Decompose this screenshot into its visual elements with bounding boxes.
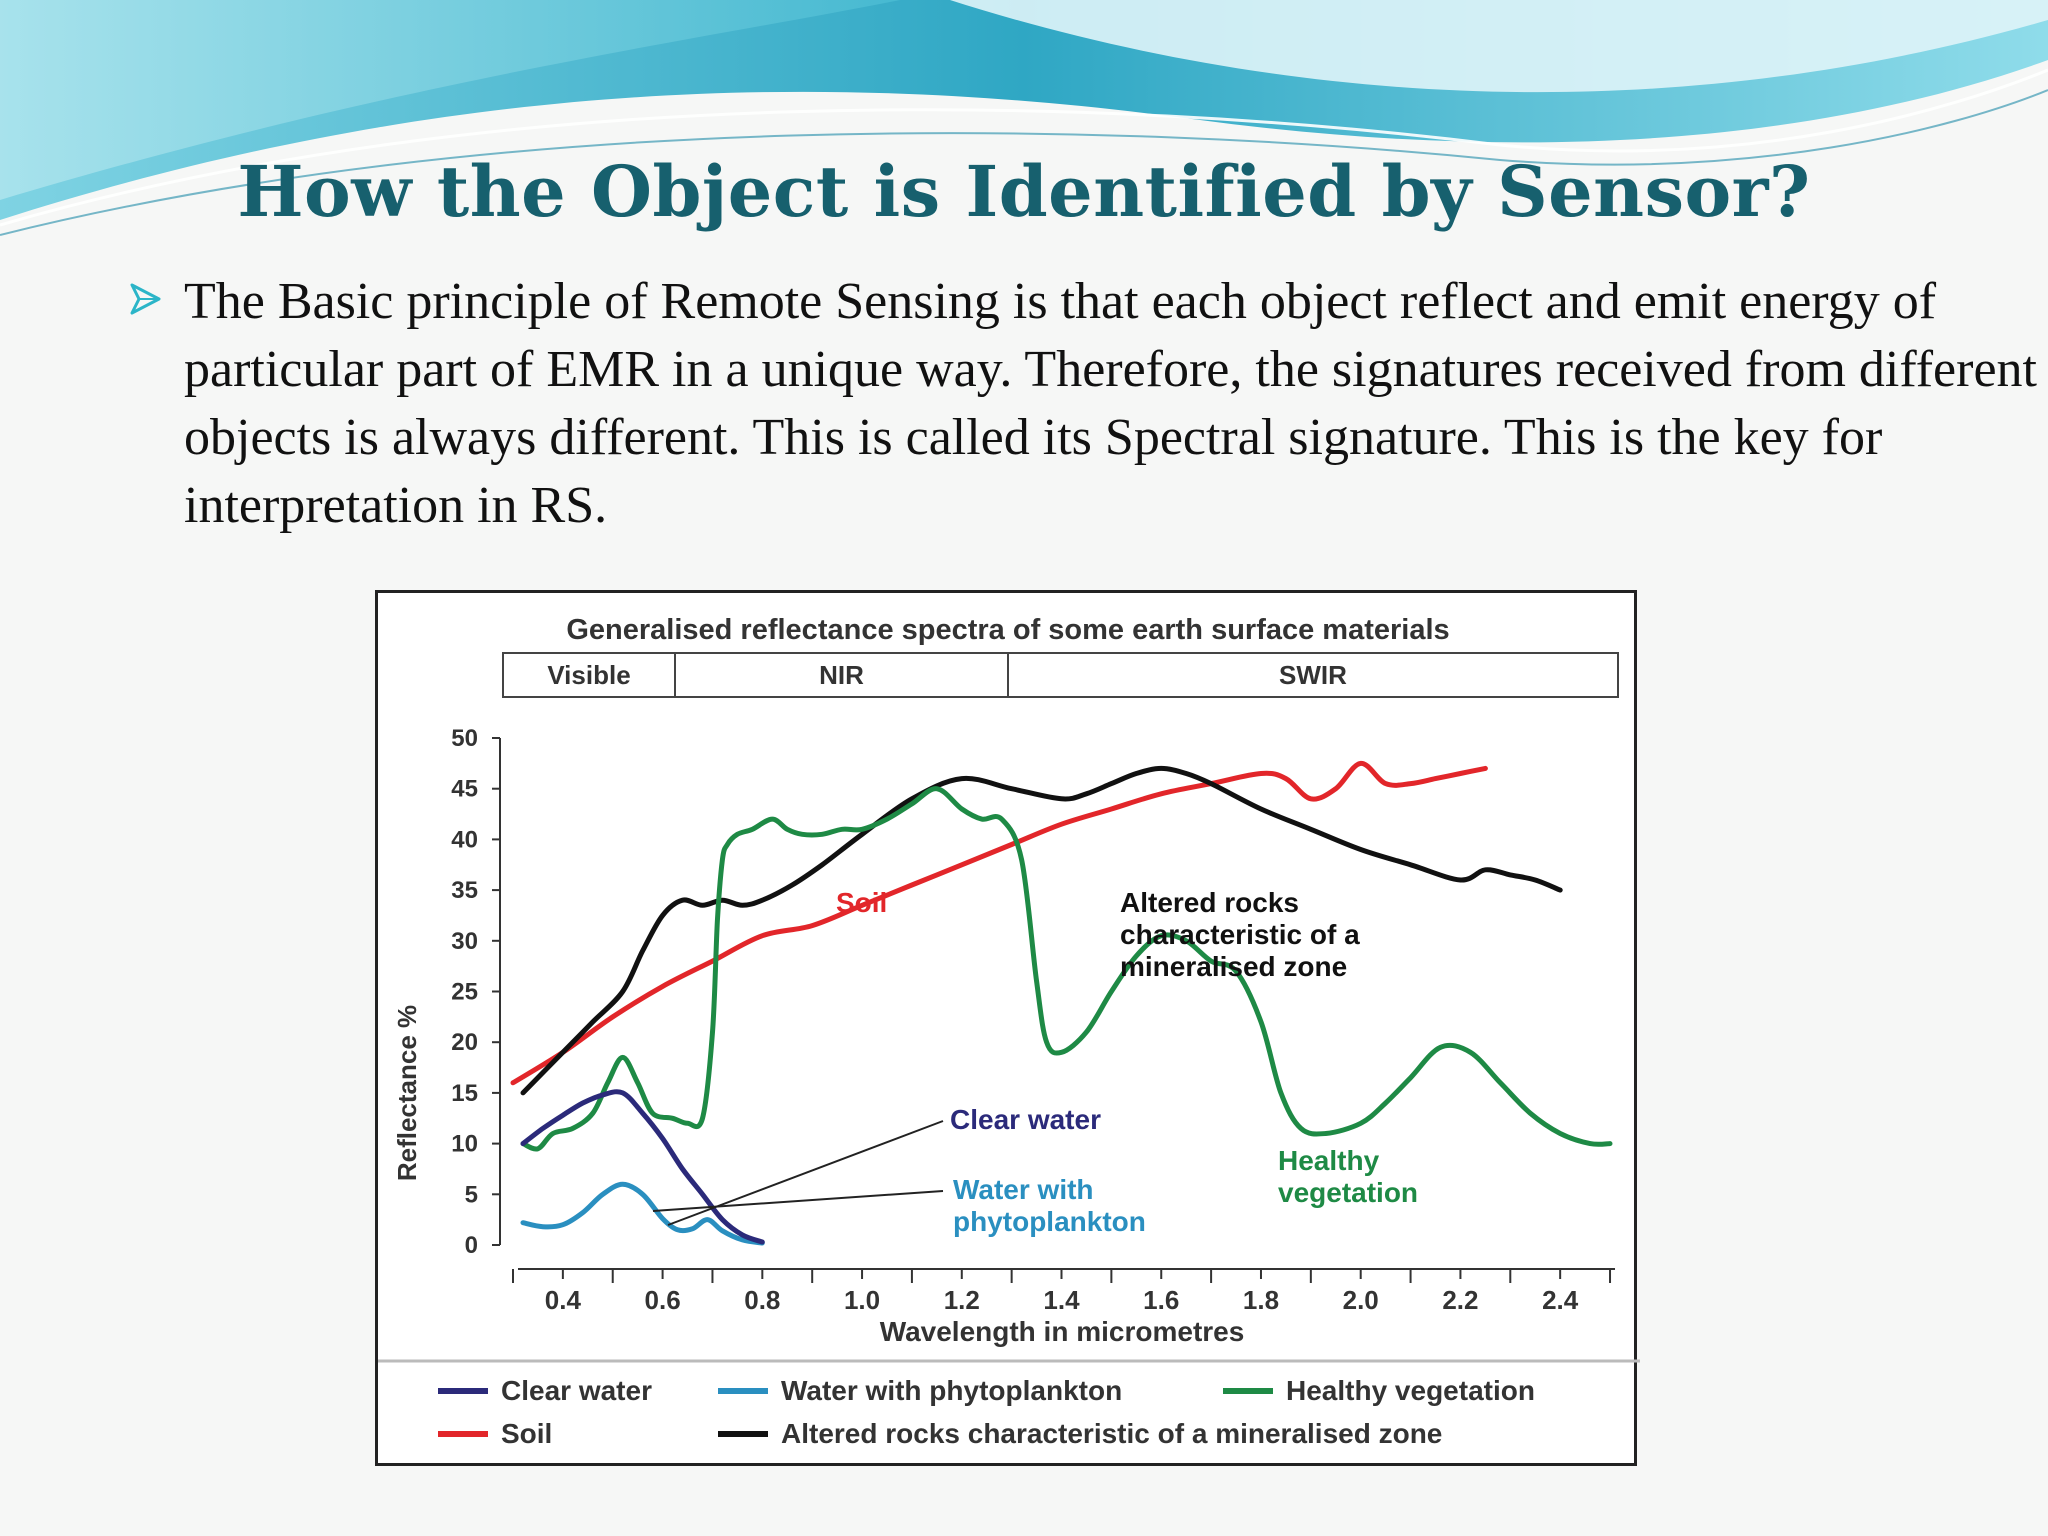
x-tick-label: 0.4 bbox=[544, 1285, 581, 1315]
legend-soil-label: Soil bbox=[501, 1418, 553, 1449]
phytoplankton-water-line bbox=[523, 1184, 762, 1243]
y-tick-label: 45 bbox=[451, 775, 478, 803]
x-tick-label: 1.4 bbox=[1043, 1285, 1080, 1315]
phytoplankton-leader-line bbox=[653, 1191, 943, 1211]
y-tick-label: 5 bbox=[464, 1181, 478, 1209]
chart-title: Generalised reflectance spectra of some earth surface materials bbox=[566, 614, 1450, 646]
altered-rocks-annotation-line: characteristic of a bbox=[1120, 919, 1360, 950]
y-tick-label: 0 bbox=[464, 1232, 478, 1259]
y-tick-label: 20 bbox=[451, 1029, 478, 1057]
legend-soil bbox=[438, 1418, 552, 1449]
clear-water-annotation: Clear water bbox=[950, 1104, 1101, 1135]
legend-healthy-vegetation bbox=[1223, 1375, 1535, 1406]
y-tick-label: 10 bbox=[451, 1130, 478, 1158]
x-tick-label: 1.2 bbox=[943, 1285, 980, 1315]
x-tick-label: 1.0 bbox=[843, 1285, 881, 1315]
altered-rocks-annotation-line: mineralised zone bbox=[1120, 951, 1348, 982]
legend-clear-water-label: Clear water bbox=[501, 1375, 652, 1406]
phytoplankton-annotation-line: phytoplankton bbox=[953, 1206, 1146, 1237]
phytoplankton-annotation-line: Water with bbox=[953, 1174, 1094, 1205]
soil-annotation: Soil bbox=[836, 887, 888, 918]
y-axis-label: Reflectance % bbox=[392, 1004, 422, 1182]
region-label: SWIR bbox=[1279, 660, 1347, 690]
regions-band-frame bbox=[503, 653, 1618, 697]
legend-altered-rocks-label: Altered rocks characteristic of a mineralised zone bbox=[781, 1418, 1443, 1449]
clear-water-leader-line bbox=[668, 1121, 943, 1225]
altered-rocks-annotation bbox=[1120, 887, 1360, 982]
legend-phytoplankton bbox=[718, 1375, 1122, 1406]
x-tick-label: 0.6 bbox=[644, 1285, 681, 1315]
y-tick-label: 50 bbox=[451, 725, 478, 752]
legend-healthy-vegetation-label: Healthy vegetation bbox=[1286, 1375, 1535, 1406]
y-tick-label: 35 bbox=[451, 877, 478, 905]
y-tick-label: 15 bbox=[451, 1079, 478, 1107]
legend-clear-water bbox=[438, 1375, 652, 1406]
clear-water-line bbox=[523, 1092, 762, 1242]
healthy-vegetation-annotation-line: Healthy bbox=[1278, 1145, 1380, 1176]
region-label: Visible bbox=[547, 660, 631, 690]
arrow-bullet-icon bbox=[128, 282, 162, 316]
y-tick-label: 40 bbox=[451, 826, 478, 854]
healthy-vegetation-annotation bbox=[1278, 1145, 1418, 1208]
bullet-text: The Basic principle of Remote Sensing is that each object reflect and emit energy of particular part of EMR in a unique way. Therefore, the signatures received from different objects is always different. This is called its Spectral signature. This is the key for interpretation in RS. bbox=[184, 273, 2037, 534]
x-tick-label: 2.2 bbox=[1442, 1285, 1479, 1315]
chart-legend bbox=[438, 1375, 1535, 1449]
x-tick-label: 0.8 bbox=[744, 1285, 781, 1315]
spectral-reflectance-figure bbox=[375, 590, 1637, 1466]
altered-rocks-line bbox=[523, 768, 1560, 1093]
legend-phytoplankton-label: Water with phytoplankton bbox=[781, 1375, 1123, 1406]
x-tick-label: 2.0 bbox=[1342, 1285, 1379, 1315]
x-tick-label: 2.4 bbox=[1542, 1285, 1579, 1315]
legend-altered-rocks bbox=[718, 1418, 1442, 1449]
x-tick-label: 1.6 bbox=[1143, 1285, 1180, 1315]
y-tick-label: 30 bbox=[451, 927, 478, 955]
x-tick-label: 1.8 bbox=[1242, 1285, 1280, 1315]
spectral-regions-band bbox=[503, 653, 1618, 697]
phytoplankton-annotation bbox=[953, 1174, 1146, 1237]
altered-rocks-annotation-line: Altered rocks bbox=[1120, 887, 1299, 918]
plot-area bbox=[451, 725, 1615, 1315]
reflectance-chart bbox=[378, 593, 1640, 1469]
slide-title: How the Object is Identified by Sensor? bbox=[237, 150, 1811, 233]
healthy-vegetation-line bbox=[523, 789, 1610, 1149]
y-tick-label: 25 bbox=[451, 978, 478, 1006]
x-axis-label: Wavelength in micrometres bbox=[879, 1316, 1245, 1347]
region-label: NIR bbox=[819, 660, 864, 690]
healthy-vegetation-annotation-line: vegetation bbox=[1278, 1177, 1419, 1208]
